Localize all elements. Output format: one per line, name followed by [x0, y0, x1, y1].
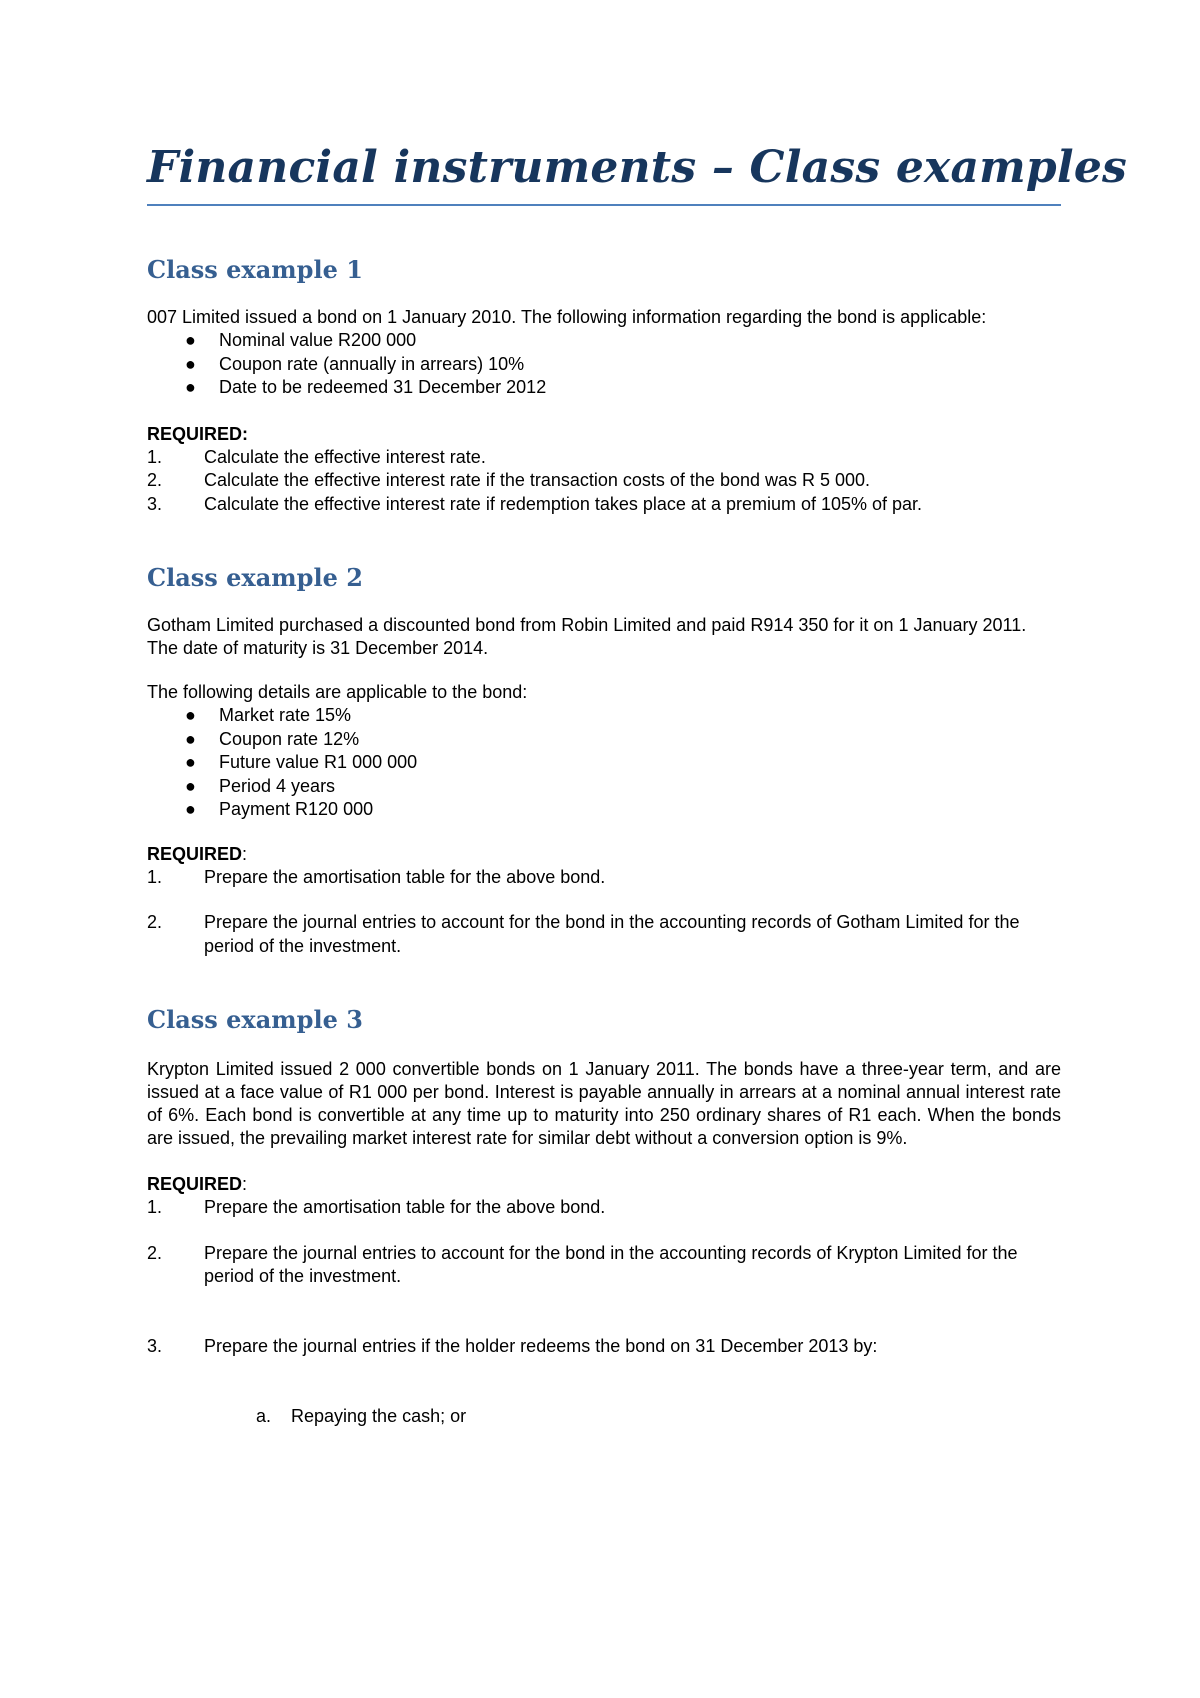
required-label: REQUIRED: — [147, 423, 249, 444]
list-item: 3. Prepare the journal entries if the holder redeems the bond on 31 December 2013 by: — [147, 1335, 878, 1356]
bullet-icon: ● — [185, 377, 196, 397]
list-item: a. Repaying the cash; or — [256, 1406, 467, 1426]
list-item: ● Nominal value R200 000 — [147, 329, 1061, 353]
list-item: 1. Calculate the effective interest rate. — [147, 446, 486, 467]
bullet-icon: ● — [185, 775, 196, 796]
list-item: ● Future value R1 000 000 — [147, 751, 1061, 775]
class-example-3 — [147, 1004, 1061, 1428]
required-label: REQUIRED: — [147, 1174, 248, 1194]
class-example-1 — [147, 254, 1061, 516]
example-intro: Krypton Limited issued 2 000 convertible bonds on 1 January 2011. The bonds have a three-year term, and are issued at a face value of R1 000 per bond. Interest is payable annually in arrears at a nominal annual interest rate of 6%. Each bond is convertible at any time up to maturity into 250 ordinary shares of R1 each. When the bonds are issued, the prevailing market interest rate for similar debt without a conversion option is 9%. — [147, 1059, 1061, 1148]
list-item: 2. Prepare the journal entries to account for the bond in the accounting records of Gotham Limited for the period of the investment. — [147, 912, 1020, 956]
bullet-list — [147, 329, 1061, 400]
example-intro: 007 Limited issued a bond on 1 January 2010. The following information regarding the bond is applicable: — [147, 307, 987, 327]
example-intro: Gotham Limited purchased a discounted bond from Robin Limited and paid R914 350 for it on 1 January 2011. The date of maturity is 31 December 2014. — [147, 615, 1027, 658]
list-item: ● Period 4 years — [147, 775, 1061, 799]
class-example-2 — [147, 562, 1061, 958]
list-item: 1. Prepare the amortisation table for the above bond. — [147, 1197, 606, 1217]
list-item: 1. Prepare the amortisation table for the above bond. — [147, 866, 606, 887]
section-heading: Class example 2 — [147, 563, 363, 592]
list-item: 2. Prepare the journal entries to account for the bond in the accounting records of Krypton Limited for the period of the investment. — [147, 1242, 1018, 1286]
required-list — [147, 446, 1061, 517]
bullet-icon: ● — [185, 799, 196, 819]
bullet-icon: ● — [185, 728, 196, 749]
bullet-icon: ● — [185, 330, 196, 350]
details-intro: The following details are applicable to the bond: — [147, 682, 528, 702]
bullet-list — [147, 704, 1061, 822]
document-page — [147, 140, 1127, 1428]
list-item: ● Payment R120 000 — [147, 798, 1061, 822]
list-item: 3. Calculate the effective interest rate if redemption takes place at a premium of 105% of par. — [147, 493, 923, 514]
list-item: ● Coupon rate (annually in arrears) 10% — [147, 353, 1061, 377]
bullet-icon: ● — [185, 353, 196, 374]
required-label: REQUIRED: — [147, 843, 248, 864]
bullet-icon: ● — [185, 705, 196, 725]
section-heading: Class example 1 — [147, 255, 363, 284]
required-list — [147, 866, 1061, 959]
required-list — [147, 1196, 1061, 1358]
list-item: ● Date to be redeemed 31 December 2012 — [147, 376, 1061, 400]
sub-list — [147, 1405, 1061, 1428]
page-title: Financial instruments – Class examples — [147, 140, 1061, 206]
list-item: 2. Calculate the effective interest rate if the transaction costs of the bond was R 5 000. — [147, 470, 871, 490]
bullet-icon: ● — [185, 752, 196, 772]
list-item: ● Market rate 15% — [147, 704, 1061, 728]
list-item: ● Coupon rate 12% — [147, 728, 1061, 752]
section-heading: Class example 3 — [147, 1005, 363, 1034]
